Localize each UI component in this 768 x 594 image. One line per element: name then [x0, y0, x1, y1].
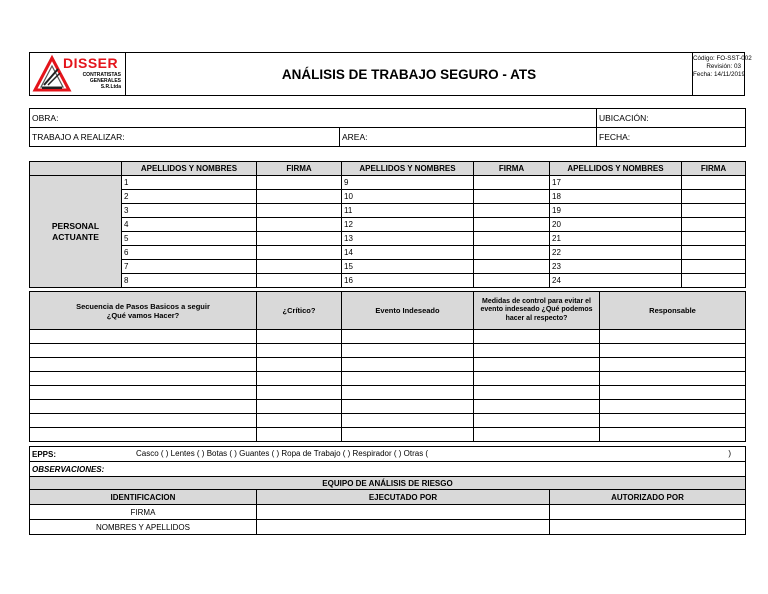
document-title: ANÁLISIS DE TRABAJO SEGURO - ATS [281, 66, 537, 82]
step-cell[interactable] [257, 386, 342, 400]
ejecutado-nombres-cell[interactable] [257, 520, 550, 535]
personnel-signature-cell[interactable] [257, 246, 342, 260]
personnel-name-cell[interactable]: 4 [122, 218, 257, 232]
epps-label: EPPS: [32, 449, 57, 459]
identificacion-header: IDENTIFICACION [30, 490, 257, 505]
personnel-signature-cell[interactable] [257, 218, 342, 232]
epps-close: ) [728, 449, 731, 458]
personnel-name-cell[interactable]: 15 [342, 260, 474, 274]
step-cell[interactable] [600, 400, 746, 414]
observaciones-field[interactable]: OBSERVACIONES: [30, 462, 746, 477]
personnel-name-cell[interactable]: 10 [342, 190, 474, 204]
personnel-name-cell[interactable]: 24 [550, 274, 682, 288]
personnel-row [30, 260, 746, 274]
step-cell[interactable] [30, 386, 257, 400]
step-cell[interactable] [474, 414, 600, 428]
personnel-name-cell[interactable]: 18 [550, 190, 682, 204]
personnel-name-cell[interactable]: 22 [550, 246, 682, 260]
personnel-signature-cell[interactable] [682, 218, 746, 232]
step-cell[interactable] [257, 400, 342, 414]
obra-field[interactable]: OBRA: [30, 109, 597, 128]
logo-name: DISSER [63, 55, 119, 71]
step-cell[interactable] [257, 330, 342, 344]
personnel-name-cell[interactable]: 19 [550, 204, 682, 218]
col-critico: ¿Crítico? [257, 292, 342, 330]
step-cell[interactable] [600, 386, 746, 400]
step-cell[interactable] [30, 344, 257, 358]
logo-sub-2: GENERALES [89, 78, 121, 84]
personnel-row [30, 246, 746, 260]
personnel-signature-cell[interactable] [682, 274, 746, 288]
step-cell[interactable] [600, 414, 746, 428]
col-nombres-1: APELLIDOS Y NOMBRES [122, 162, 257, 176]
step-cell[interactable] [30, 428, 257, 442]
step-cell[interactable] [600, 358, 746, 372]
personnel-signature-cell[interactable] [474, 260, 550, 274]
step-cell[interactable] [600, 330, 746, 344]
step-row [30, 414, 746, 428]
personnel-signature-cell[interactable] [474, 176, 550, 190]
personnel-name-cell[interactable]: 5 [122, 232, 257, 246]
step-cell[interactable] [342, 344, 474, 358]
step-cell[interactable] [342, 330, 474, 344]
general-info-table [29, 108, 746, 147]
epps-items[interactable]: Casco ( ) Lentes ( ) Botas ( ) Guantes ( ) Ropa de Trabajo ( ) Respirador ( ) Otras ( [136, 449, 429, 458]
step-cell[interactable] [474, 386, 600, 400]
document-revision: Revisión: 03 [706, 63, 741, 70]
company-logo [30, 53, 126, 95]
step-cell[interactable] [474, 358, 600, 372]
step-row [30, 330, 746, 344]
personnel-name-cell[interactable]: 20 [550, 218, 682, 232]
step-cell[interactable] [600, 428, 746, 442]
personnel-signature-cell[interactable] [474, 246, 550, 260]
step-cell[interactable] [342, 386, 474, 400]
personnel-name-cell[interactable]: 8 [122, 274, 257, 288]
personnel-signature-cell[interactable] [682, 204, 746, 218]
personnel-row [30, 176, 746, 190]
col-nombres-2: APELLIDOS Y NOMBRES [342, 162, 474, 176]
col-medidas: Medidas de control para evitar el evento indeseado ¿Qué podemos hacer al respecto? [474, 292, 600, 330]
personnel-signature-cell[interactable] [682, 246, 746, 260]
personnel-signature-cell[interactable] [474, 204, 550, 218]
step-row [30, 386, 746, 400]
personnel-signature-cell[interactable] [682, 176, 746, 190]
col-responsable: Responsable [600, 292, 746, 330]
personnel-row [30, 204, 746, 218]
step-cell[interactable] [30, 414, 257, 428]
step-cell[interactable] [342, 372, 474, 386]
personnel-corner [30, 162, 122, 176]
personnel-row [30, 232, 746, 246]
step-cell[interactable] [474, 344, 600, 358]
trabajo-field[interactable]: TRABAJO A REALIZAR: [30, 128, 340, 147]
personnel-name-cell[interactable]: 13 [342, 232, 474, 246]
personnel-name-cell[interactable]: 7 [122, 260, 257, 274]
personnel-row [30, 274, 746, 288]
autorizado-header: AUTORIZADO POR [550, 490, 746, 505]
personnel-name-cell[interactable]: 14 [342, 246, 474, 260]
personnel-name-cell[interactable]: 9 [342, 176, 474, 190]
step-cell[interactable] [30, 330, 257, 344]
step-cell[interactable] [474, 372, 600, 386]
col-firma-3: FIRMA [682, 162, 746, 176]
col-secuencia-line-1: Secuencia de Pasos Basicos a seguir [76, 301, 210, 311]
step-cell[interactable] [600, 344, 746, 358]
step-cell[interactable] [30, 372, 257, 386]
step-cell[interactable] [342, 358, 474, 372]
step-cell[interactable] [30, 400, 257, 414]
col-evento: Evento Indeseado [342, 292, 474, 330]
personnel-signature-cell[interactable] [474, 218, 550, 232]
personnel-signature-cell[interactable] [257, 274, 342, 288]
personnel-row [30, 218, 746, 232]
epps-row [30, 447, 746, 462]
autorizado-nombres-cell[interactable] [550, 520, 746, 535]
step-cell[interactable] [257, 358, 342, 372]
bottom-table [29, 446, 746, 535]
ubicacion-field[interactable]: UBICACIÓN: [597, 109, 746, 128]
personnel-label [30, 176, 122, 288]
personnel-signature-cell[interactable] [474, 190, 550, 204]
step-cell[interactable] [257, 428, 342, 442]
personnel-signature-cell[interactable] [474, 274, 550, 288]
equipo-header: EQUIPO DE ANÁLISIS DE RIESGO [30, 477, 746, 490]
firma-label: FIRMA [30, 505, 257, 520]
document-date: Fecha: 14/11/2019 [693, 71, 746, 78]
personnel-name-cell[interactable]: 2 [122, 190, 257, 204]
col-firma-2: FIRMA [474, 162, 550, 176]
step-cell[interactable] [30, 358, 257, 372]
step-cell[interactable] [342, 428, 474, 442]
personnel-signature-cell[interactable] [257, 176, 342, 190]
personnel-table [29, 161, 746, 288]
steps-table [29, 291, 746, 442]
ejecutado-header: EJECUTADO POR [257, 490, 550, 505]
step-row [30, 344, 746, 358]
personnel-signature-cell[interactable] [257, 260, 342, 274]
step-cell[interactable] [474, 428, 600, 442]
area-field[interactable]: AREA: [340, 128, 597, 147]
personnel-name-cell[interactable]: 3 [122, 204, 257, 218]
personnel-name-cell[interactable]: 6 [122, 246, 257, 260]
personnel-row [30, 190, 746, 204]
personnel-name-cell[interactable]: 17 [550, 176, 682, 190]
step-cell[interactable] [342, 400, 474, 414]
personnel-signature-cell[interactable] [682, 190, 746, 204]
personnel-label-line-2: ACTUANTE [52, 231, 99, 242]
col-firma-1: FIRMA [257, 162, 342, 176]
step-row [30, 428, 746, 442]
personnel-signature-cell[interactable] [257, 232, 342, 246]
col-secuencia-line-2: ¿Qué vamos Hacer? [106, 310, 180, 320]
step-cell[interactable] [257, 372, 342, 386]
col-nombres-3: APELLIDOS Y NOMBRES [550, 162, 682, 176]
personnel-name-cell[interactable]: 12 [342, 218, 474, 232]
document-code: Código: FO-SST-002 [693, 55, 752, 62]
step-cell[interactable] [474, 400, 600, 414]
personnel-signature-cell[interactable] [257, 204, 342, 218]
personnel-signature-cell[interactable] [474, 232, 550, 246]
logo-sub-3: S.R.Ltda [100, 84, 121, 90]
personnel-name-cell[interactable]: 21 [550, 232, 682, 246]
personnel-signature-cell[interactable] [682, 232, 746, 246]
col-secuencia [30, 292, 257, 330]
step-cell[interactable] [600, 372, 746, 386]
step-cell[interactable] [257, 414, 342, 428]
step-row [30, 372, 746, 386]
autorizado-firma-cell[interactable] [550, 505, 746, 520]
personnel-name-cell[interactable]: 23 [550, 260, 682, 274]
personnel-signature-cell[interactable] [682, 260, 746, 274]
personnel-name-cell[interactable]: 16 [342, 274, 474, 288]
step-row [30, 358, 746, 372]
step-cell[interactable] [474, 330, 600, 344]
step-row [30, 400, 746, 414]
ejecutado-firma-cell[interactable] [257, 505, 550, 520]
step-cell[interactable] [257, 344, 342, 358]
fecha-field[interactable]: FECHA: [597, 128, 746, 147]
document-code-block [692, 53, 752, 95]
personnel-name-cell[interactable]: 1 [122, 176, 257, 190]
logo-sub-1: CONTRATISTAS [82, 72, 121, 78]
nombres-label: NOMBRES Y APELLIDOS [30, 520, 257, 535]
document-header [29, 52, 752, 96]
personnel-name-cell[interactable]: 11 [342, 204, 474, 218]
personnel-signature-cell[interactable] [257, 190, 342, 204]
personnel-label-line-1: PERSONAL [51, 220, 100, 231]
step-cell[interactable] [342, 414, 474, 428]
